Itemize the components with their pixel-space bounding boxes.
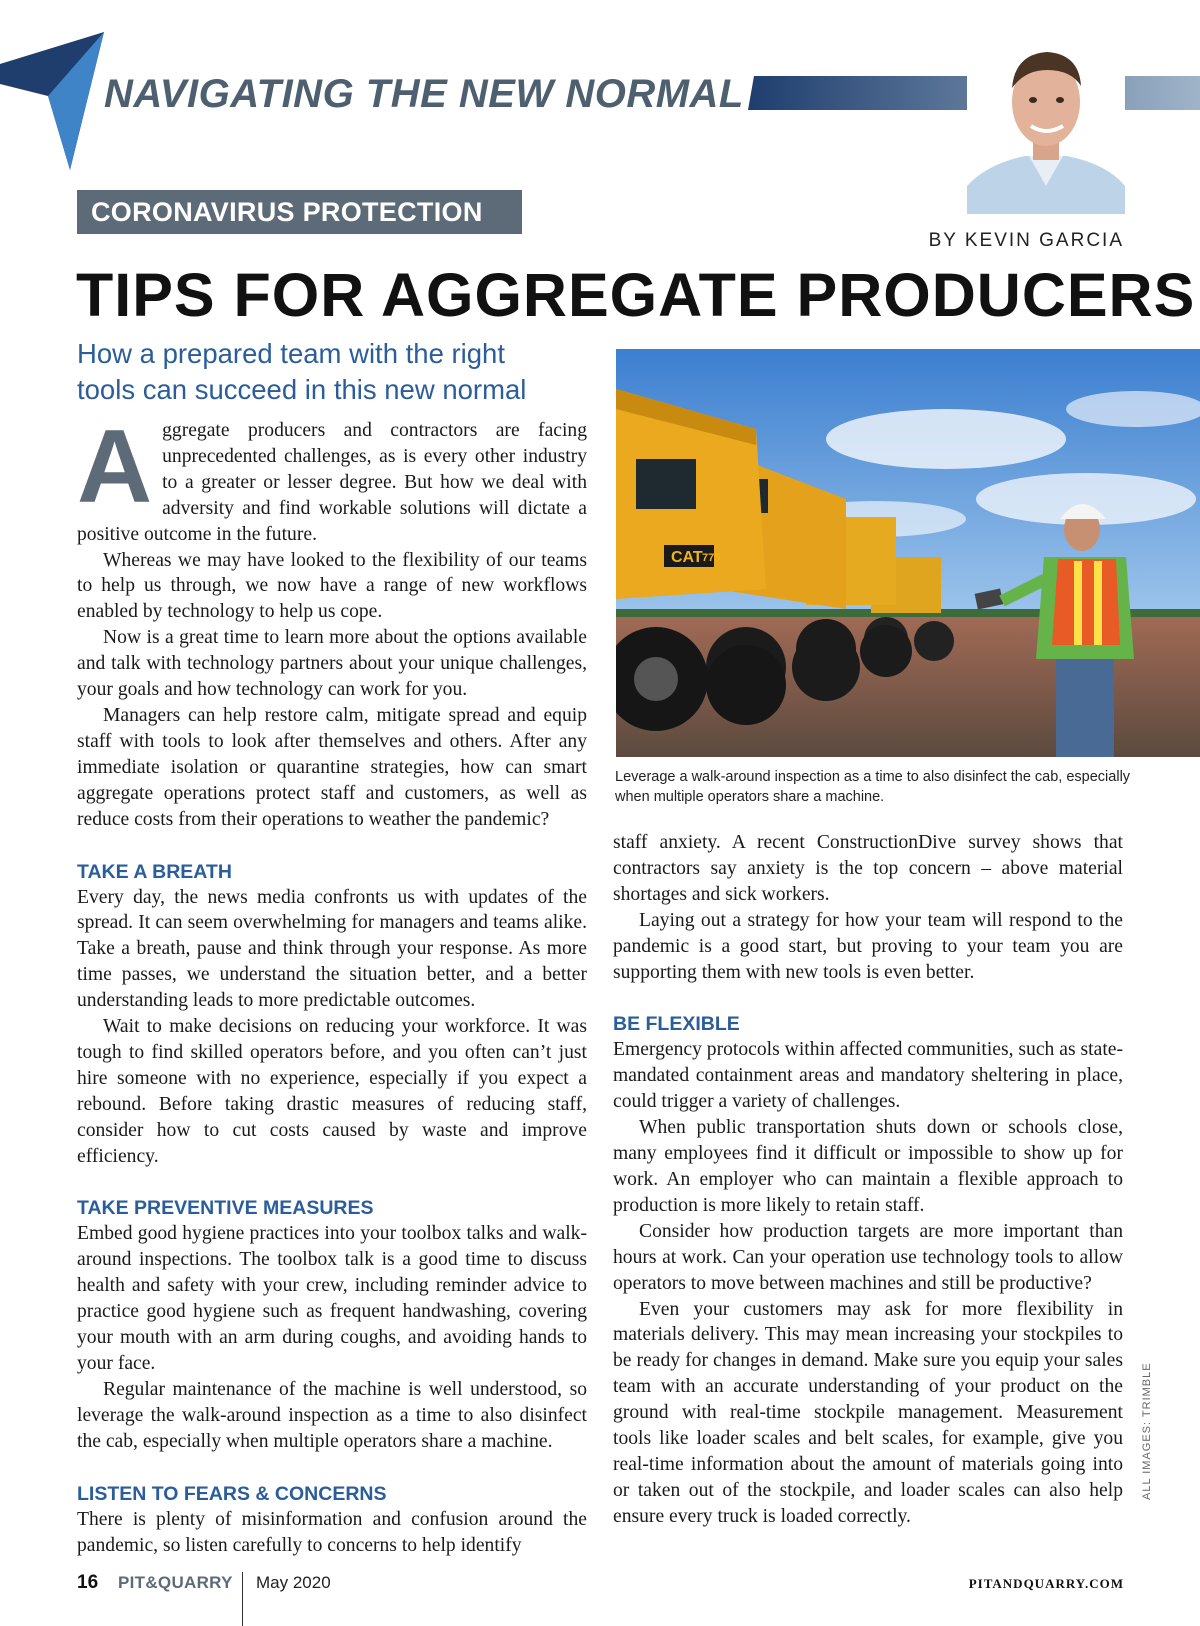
headline: TIPS FOR AGGREGATE PRODUCERS: [76, 261, 1196, 329]
issue-date: May 2020: [256, 1573, 331, 1592]
paragraph: Emergency protocols within affected communities, such as state-mandated containment areas and mandatory sheltering in place, could trigger a variety of challenges.: [613, 1039, 1123, 1113]
paragraph: Managers can help restore calm, mitigate spread and equip staff with tools to look after themselves and others. After any immediate isolation or quarantine strategies, how can smart aggregate operations protect staff and customers, as well as reduce costs from their operations to weather the pandemic?: [77, 704, 587, 830]
header-band: [0, 0, 1200, 200]
drop-cap: A: [77, 409, 153, 525]
paragraph: Wait to make decisions on reducing your workforce. It was tough to find skilled operators before, and you often can’t just hire someone with no experience, especially if you expect a rebound. Before taking drastic measures of reducing staff, consider how to cut costs caused by waste and improve efficiency.: [77, 1016, 587, 1167]
paragraph: Consider how production targets are more important than hours at work. Can your operation use technology tools to allow operators to move between machines and still be productive?: [613, 1220, 1123, 1294]
truck-badge: CAT: [671, 549, 703, 566]
photo-caption: Leverage a walk-around inspection as a time to also disinfect the cab, especially when multiple operators share a machine.: [615, 769, 1131, 805]
paragraph: staff anxiety. A recent ConstructionDive survey shows that contractors say anxiety is the top concern – above material shortages and sick workers.: [613, 832, 1123, 905]
paragraph: Whereas we may have looked to the flexibility of our teams to help us through, we now have a range of new workflows enabled by technology to help us cope.: [77, 549, 587, 623]
byline: BY KEVIN GARCIA: [928, 230, 1124, 251]
author-photo: [967, 36, 1125, 214]
paragraph: There is plenty of misinformation and confusion around the pandemic, so listen carefully to concerns to help identify: [77, 1508, 587, 1556]
paragraph: Every day, the news media confronts us with updates of the spread. It can seem overwhelming for managers and teams alike. Take a breath, pause and think through your response. As more time passes, we understand the situation better, and a better understanding leads to more predictable outcomes.: [77, 886, 587, 1012]
website-url: PITANDQUARRY.COM: [968, 1576, 1124, 1591]
series-title: NAVIGATING THE NEW NORMAL: [104, 72, 744, 116]
paragraph: Embed good hygiene practices into your toolbox talks and walk-around inspections. The toolbox talk is a good time to discuss health and safety with your crew, including reminder advice to practice good hygiene such as frequent handwashing, covering your mouth with an arm during coughs, and avoiding hands to your face.: [77, 1223, 587, 1374]
hero-photo-haul-trucks: [616, 349, 1200, 757]
deck-subtitle: [77, 336, 597, 408]
magazine-name: PIT&QUARRY: [118, 1573, 233, 1592]
page-footer: [0, 1560, 1200, 1626]
image-credit: ALL IMAGES: TRIMBLE: [1141, 1362, 1153, 1500]
article-column-left: [77, 409, 587, 1558]
page-number: 16: [77, 1572, 99, 1593]
footer-divider: [242, 1572, 243, 1626]
paragraph: When public transportation shuts down or schools close, many employees find it difficult or impossible to show up for work. An employer who can maintain a flexible approach to production is more likely to retain staff.: [613, 1117, 1123, 1216]
paragraph: Regular maintenance of the machine is well understood, so leverage the walk-around inspection as a time to also disinfect the cab, especially when multiple operators share a machine.: [77, 1378, 587, 1452]
paragraph: Laying out a strategy for how your team will respond to the pandemic is a good start, but proving to your team you are supporting them with new tools is even better.: [613, 909, 1123, 983]
section-heading: TAKE A BREATH: [77, 860, 232, 883]
deck-line-2: tools can succeed in this new normal: [77, 374, 527, 405]
section-tag: CORONAVIRUS PROTECTION: [77, 190, 522, 234]
paragraph: Now is a great time to learn more about the options available and talk with technology partners about your unique challenges, your goals and how technology can work for you.: [77, 627, 587, 701]
section-heading: LISTEN TO FEARS & CONCERNS: [77, 1482, 387, 1505]
section-heading: TAKE PREVENTIVE MEASURES: [77, 1197, 374, 1220]
section-heading: BE FLEXIBLE: [613, 1013, 740, 1036]
article-column-right: [613, 830, 1123, 1530]
truck-model: 775: [702, 552, 721, 564]
intro-text: ggregate producers and contractors are facing unprecedented challenges, as is every other industry to a greater or lesser degree. But how we deal with adversity and find workable solutions will dictate a positive outcome in the future.: [77, 420, 587, 545]
deck-line-1: How a prepared team with the right: [77, 338, 505, 369]
paragraph-intro: [77, 409, 587, 548]
paragraph: Even your customers may ask for more flexibility in materials delivery. This may mean increasing your stockpiles to be ready for changes in demand. Make sure you equip your sales team with an accurate understanding of your product on the ground with real-time stockpile management. Measurement tools like loader scales and belt scales, for example, give you real-time information about the amount of materials going into or taken out of the stockpile, and loader scales can also help ensure every truck is loaded correctly.: [613, 1298, 1123, 1527]
